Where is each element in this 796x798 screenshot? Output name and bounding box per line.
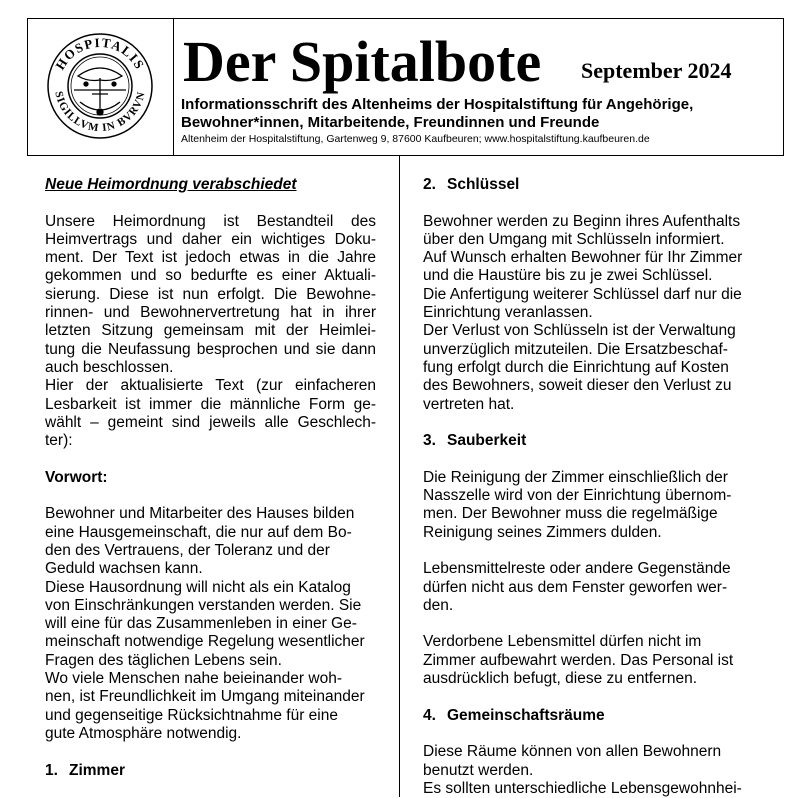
text-line: Zimmer aufbewahrt werden. Das Personal ist bbox=[423, 651, 734, 669]
text-line: nen, ist Freundlichkeit im Umgang miteinander bbox=[45, 688, 365, 706]
text-line: meinschaft notwendige Regelung wesentlicher bbox=[45, 633, 365, 651]
foreword-heading: Vorwort: bbox=[45, 468, 108, 486]
text-line: Wo viele Menschen nahe beieinander woh- bbox=[45, 670, 342, 688]
masthead-subtitle bbox=[181, 96, 781, 132]
text-line: Bewohner und Mitarbeiter des Hauses bilden bbox=[45, 505, 355, 523]
subtitle-line: Bewohner*innen, Mitarbeitende, Freundinnen und Freunde bbox=[181, 114, 600, 131]
text-line: unverzüglich mitzuteilen. Die Ersatzbeschaf- bbox=[423, 340, 728, 358]
text-line: fung erfolgt durch die Einrichtung auf Kosten bbox=[423, 358, 729, 376]
text-line: und die Haustüre bis zu je zwei Schlüssel. bbox=[423, 267, 713, 285]
text-line: Auf Wunsch erhalten Bewohner für Ihr Zimmer bbox=[423, 249, 743, 267]
right-column bbox=[423, 176, 755, 798]
text-line: Der Verlust von Schlüsseln ist der Verwaltung bbox=[423, 322, 736, 340]
logo-cell bbox=[28, 19, 174, 155]
text-line: Verdorbene Lebensmittel dürfen nicht im bbox=[423, 633, 702, 651]
section-paragraph-sauberkeit bbox=[423, 469, 755, 542]
text-line: Lebensmittelreste oder andere Gegenstände bbox=[423, 560, 731, 578]
text-line: letzten Sitzung gemeinsam mit der Heimlei- bbox=[45, 322, 376, 340]
subtitle-line: Informationsschrift des Altenheims der Hospitalstiftung für Angehörige, bbox=[181, 96, 694, 113]
text-line: gekommen und so bedurfte es einer Aktuali- bbox=[45, 267, 376, 285]
section-paragraph-gemeinschaftsraeume bbox=[423, 743, 755, 798]
text-line: Unsere Heimordnung ist Bestandteil des bbox=[45, 212, 376, 230]
hospital-seal-logo bbox=[46, 30, 154, 142]
masthead bbox=[27, 18, 784, 156]
text-line: auch beschlossen. bbox=[45, 358, 174, 376]
text-line: gute Atmosphäre notwendig. bbox=[45, 724, 242, 742]
issue-date: September 2024 bbox=[581, 58, 732, 83]
section-paragraph-sauberkeit bbox=[423, 633, 755, 688]
text-line: Die Anfertigung weiterer Schlüssel darf nur die bbox=[423, 285, 742, 303]
text-line: wählt – gemeint sind jeweils alle Geschlech- bbox=[45, 413, 376, 431]
section-heading-gemeinschaftsraeume: 4. Gemeinschaftsräume bbox=[423, 706, 605, 724]
text-line: ment. Der Text ist jedoch etwas in die Jahre bbox=[45, 249, 376, 267]
text-line: Geduld wachsen kann. bbox=[45, 560, 203, 578]
text-line: Die Reinigung der Zimmer einschließlich der bbox=[423, 468, 728, 486]
text-line: men. Der Bewohner muss die regelmäßige bbox=[423, 505, 718, 523]
left-column bbox=[45, 176, 376, 780]
text-line: Diese Hausordnung will nicht als ein Katalog bbox=[45, 578, 351, 596]
text-line: dürfen nicht aus dem Fenster geworfen wer- bbox=[423, 578, 728, 596]
text-line: Einrichtung veranlassen. bbox=[423, 304, 593, 322]
text-line: Heimvertrags und daher ein wichtiges Doku- bbox=[45, 230, 376, 248]
text-line: Hier der aktualisierte Text (zur einfacheren bbox=[45, 377, 376, 395]
text-line: ausdrücklich befugt, diese zu entfernen. bbox=[423, 670, 698, 688]
text-line: eine Hausgemeinschaft, die nur auf dem Bo- bbox=[45, 523, 352, 541]
text-line: Fragen des täglichen Lebens sein. bbox=[45, 651, 282, 669]
text-line: will eine für das Zusammenleben in einer Ge- bbox=[45, 615, 357, 633]
text-line: Reinigung seines Zimmers dulden. bbox=[423, 523, 662, 541]
text-line: Es sollten unterschiedliche Lebensgewohnhei- bbox=[423, 779, 742, 797]
seal-text-top: HOSPITALIS bbox=[52, 34, 148, 73]
text-line: den des Vertrauens, der Toleranz und der bbox=[45, 541, 330, 559]
text-line: von Einschränkungen verstanden werden. Sie bbox=[45, 596, 362, 614]
section-paragraph-schluessel bbox=[423, 213, 755, 414]
text-line: und gegenseitige Rücksichtnahme für eine bbox=[45, 706, 338, 724]
section-paragraph-sauberkeit bbox=[423, 560, 755, 615]
masthead-title: Der Spitalbote bbox=[183, 29, 542, 94]
text-line: Bewohner werden zu Beginn ihres Aufenthalts bbox=[423, 212, 741, 230]
section-heading-zimmer: 1. Zimmer bbox=[45, 761, 125, 779]
seal-emblem bbox=[74, 68, 126, 115]
text-line: tung die Neufassung besprochen und sie dann bbox=[45, 340, 376, 358]
foreword-paragraph bbox=[45, 505, 376, 743]
text-line: rinnen- und Bewohnervertretung hat in ihrer bbox=[45, 304, 376, 322]
section-heading-sauberkeit: 3. Sauberkeit bbox=[423, 432, 527, 450]
text-line: den. bbox=[423, 596, 454, 614]
text-line: sierung. Diese ist nun erfolgt. Die Bewohne- bbox=[45, 285, 376, 303]
column-divider bbox=[399, 156, 400, 797]
text-line: ter): bbox=[45, 432, 73, 450]
article-title: Neue Heimordnung verabschiedet bbox=[45, 176, 297, 193]
intro-paragraph bbox=[45, 213, 376, 451]
masthead-address: Altenheim der Hospitalstiftung, Gartenweg 9, 87600 Kaufbeuren; www.hospitalstiftung.kaufbeuren.de bbox=[181, 133, 650, 145]
text-line: Diese Räume können von allen Bewohnern bbox=[423, 743, 722, 761]
text-line: benutzt werden. bbox=[423, 761, 534, 779]
section-heading-schluessel: 2. Schlüssel bbox=[423, 176, 520, 193]
text-line: Lesbarkeit ist immer die männliche Form ge- bbox=[45, 395, 376, 413]
text-line: Nasszelle wird von der Einrichtung übernom- bbox=[423, 487, 732, 505]
seal-text-bottom: SIGILLVM IN BVRVN bbox=[52, 90, 148, 135]
text-line: über den Umgang mit Schlüsseln informiert. bbox=[423, 230, 725, 248]
text-line: des Bewohners, soweit dieser den Verlust zu bbox=[423, 377, 732, 395]
text-line: vertreten hat. bbox=[423, 395, 515, 413]
